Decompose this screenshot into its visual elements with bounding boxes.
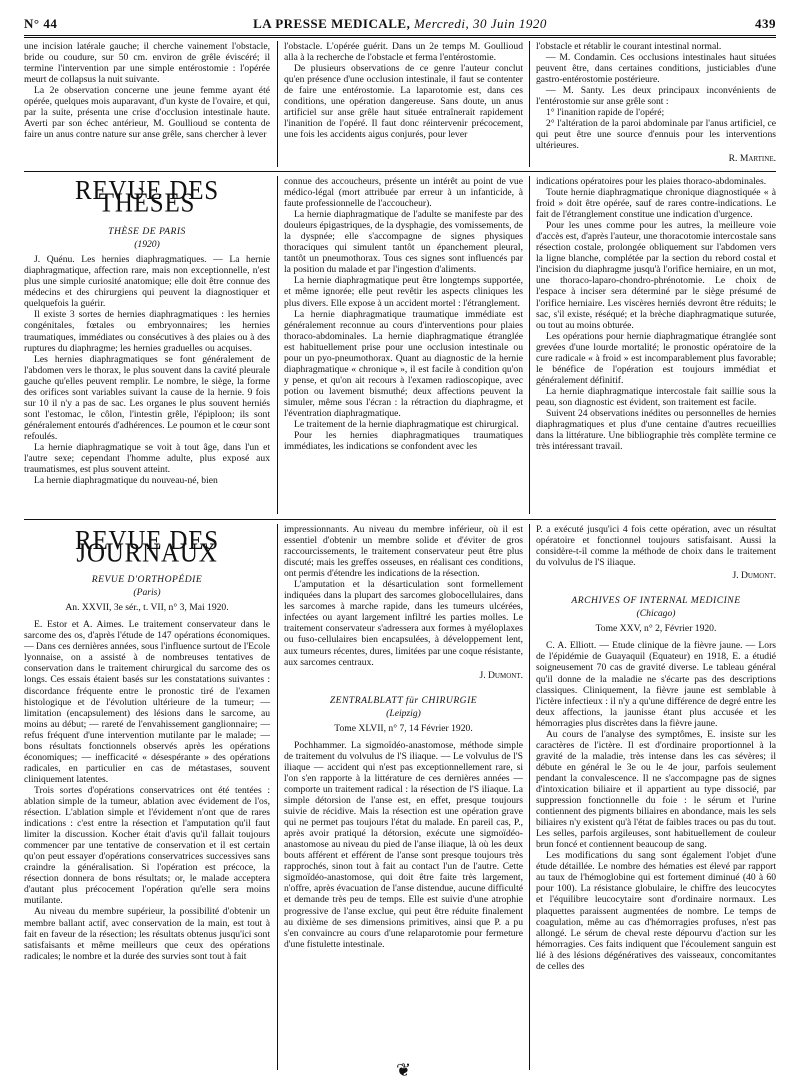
paragraph: L'amputation et la désarticulation sont formellement indiquées dans la plupart des sarcomes globocellulaires, dans les sarcomes à marche rapide, dans les tumeurs ulcérées, infectées ou ayant largement infiltré les parties molles. Le traitement conservateur s'adressera aux formes à myéloplaxes ou fuso-cellulaires bien encapsulées, à développement lent, aux tumeurs récentes, dures, limitées par une coque résistante, aux sarcomes centraux. <box>284 579 523 668</box>
journaux-header <box>24 526 270 568</box>
paragraph: La hernie diaphragmatique traumatique immédiate est généralement reconnue au cours d'interventions pour plaies thoraco-abdominales. La hernie diaphragmatique étranglée est habituellement prise pour une occlusion intestinale ou pour un pyo-pneumothorax. Quant au diagnostic de la hernie diaphragmatique « chronique », il est facile à condition qu'on y pense, et qu'on ait recours à l'examen radioscopique, avec potion ou lavement bismuthé; deux affections peuvent la simuler, même sous l'écran : la rétraction du diaphragme, et l'éventration diaphragmatique. <box>284 308 523 419</box>
top-column-1 <box>24 41 270 167</box>
column-divider <box>529 524 530 1070</box>
paragraph: La hernie diaphragmatique intercostale fait saillie sous la peau, son diagnostic est évident, son traitement est facile. <box>536 385 776 408</box>
paragraph: Trois sortes d'opérations conservatrices ont été tentées : ablation simple de la tumeur, ablation avec évidement de l'os, résection. L'ablation simple et l'évidement n'ont que de rares indications : c'est entre la résection et l'amputation qu'il faut limiter la discussion. Kocher était d'avis qu'il fallait toujours commencer par une tentative de conservation et il est certain qu'on peut essayer d'opérations conservatrices successives sans craindre la généralisation. Si l'opération est précoce, la résection donnera de bons résultats; or, le malade acceptera d'autant plus précocement l'opération qu'elle sera moins mutilante. <box>24 784 270 907</box>
paragraph: Au niveau du membre supérieur, la possibilité d'obtenir un membre ballant actif, avec conservation de la main, est tout à fait en faveur de la résection; les résultats obtenus jusqu'ici sont satisfaisants et même meilleurs que ceux des opérations radicales; le nombre et la durée des survies sont tout à fait <box>24 906 270 962</box>
subsection-place: (Leipzig) <box>386 707 421 719</box>
paragraph: Pochhammer. La sigmoïdéo-anastomose, méthode simple de traitement du volvulus de l'S iliaque. — Le volvulus de l'S iliaque — accident qui n'est pas exceptionnellement rare, si l'on s'en rapporte à la littérature de ces dernières années — comporte un traitement radical : la résection de l'S iliaque. La simple détorsion de l'anse est, en effet, presque toujours suivie de récidive. Mais la résection est une opération grave qui ne permet pas toujours l'état du malade. En pareil cas, P., après avoir pratiqué la détorsion, exécute une sigmoïdéo-anastomose au niveau du pied de l'anse iliaque, là où les deux bouts afférent et efférent de l'anse sont presque toujours très rapprochés, sinon tout à fait au contact l'un de l'autre. Cette sigmoïdéo-anastomose, qui doit être faite très largement, n'offre, après évacuation de l'anse distendue, aucune difficulté et demande très peu de temps. Elle est suivie d'une atrophie progressive de l'anse exclue, qui peut être réduite finalement au dixième de ses dimensions primitives, ainsi que P. a pu s'en convaincre au cours d'une relaparotomie pour fermeture d'une fistulette intestinale. <box>284 739 523 950</box>
column-divider <box>277 524 278 1070</box>
paragraph: Toute hernie diaphragmatique chronique diagnostiquée « à froid » doit être opérée, sauf de rares contre-indications. Le fait de l'étranglement constitue une indication d'urgence. <box>536 187 776 221</box>
page-number: 439 <box>755 16 776 31</box>
section-title: REVUE DES THÈSES <box>74 176 219 218</box>
issue-line: Tome XXV, n° 2, Février 1920. <box>595 623 717 635</box>
section-title: REVUE DES JOURNAUX <box>74 526 219 568</box>
subsection-title: ARCHIVES OF INTERNAL MEDICINE <box>571 595 741 607</box>
paragraph: Il existe 3 sortes de hernies diaphragmatiques : les hernies congénitales, fœtales ou embryonnaires; les hernies traumatiques, immédiates ou consécutives à des plaies ou à des ruptures du diaphragme; les hernies graduelles ou acquises. <box>24 309 270 354</box>
paragraph: l'obstacle. L'opérée guérit. Dans un 2e temps M. Goullioud alla à la recherche de l'obstacle et ferma l'entérostomie. <box>284 41 523 64</box>
paragraph: De plusieurs observations de ce genre l'auteur conclut qu'en présence d'une occlusion intestinale, il faut se contenter de faire une entérostomie. La laparotomie est, dans ces conditions, une opération dangereuse. Sans doute, un anus artificiel sur anse grêle haut située entraînerait rapidement l'inanition de l'opéré. Il faut donc réintervenir précocement, une fois les accidents aigus conjurés, pour lever <box>284 63 523 141</box>
paragraph: La hernie diaphragmatique de l'adulte se manifeste par des douleurs épigastriques, de la dysphagie, des vomissements, de la dyspnée; elle s'accompagne de signes physiques thoraciques qui simulent tantôt un épanchement pleural, tantôt un pneumothorax. Tous ces signes sont influencés par la position du malade et par l'ingestion d'aliments. <box>284 209 523 276</box>
theses-column-2 <box>284 176 523 514</box>
paragraph: La 2e observation concerne une jeune femme ayant été opérée, quelques mois auparavant, d'un kyste de l'ovaire, et qui, par la suite, présenta une crise d'occlusion intestinale haute. Averti par son échec antérieur, M. Goullioud se contenta de faire un anus contre nature sur anse grêle, sans chercher à lever <box>24 85 270 141</box>
page-header <box>24 16 776 34</box>
paragraph: connue des accoucheurs, présente un intérêt au point de vue médico-légal (mort attribuée par erreur à un infanticide, à faute professionnelle de l'accoucheur). <box>284 176 523 210</box>
paragraph: l'obstacle et rétablir le courant intestinal normal. <box>536 41 722 52</box>
paragraph: impressionnants. Au niveau du membre inférieur, où il est essentiel d'obtenir un membre solide et d'éviter de gros raccourcissements, le traitement conservateur peut être plus discuté; mais les greffes osseuses, en réalisant ces conditions, ont permis d'étendre les indications de la résection. <box>284 524 523 580</box>
paragraph: Pour les unes comme pour les autres, la meilleure voie d'accès est, d'après l'auteur, une thoracotomie intercostale sans résection costale, prolongée obliquement sur l'abdomen vers la ligne blanche, complétée par la section du rebord costal et l'incision du diaphragme jusqu'à l'orifice herniaire, en un mot, une thoraco-laparo-chondro-phrénotomie. Le choix de l'espace à inciser sera déterminé par le siège présumé de l'orifice herniaire. Les viscères herniés devront être réduits; le sac, s'il existe, réséqué; et la brèche diaphragmatique suturée, ou tout au moins obturée. <box>536 220 776 331</box>
paragraph: Pour les hernies diaphragmatiques traumatiques immédiates, les indications se confondent avec les <box>284 430 523 453</box>
column-divider <box>277 41 278 167</box>
header-rule <box>24 35 776 38</box>
column-divider <box>529 176 530 514</box>
journal-title <box>24 16 776 32</box>
paragraph: Les modifications du sang sont également l'objet d'une étude détaillée. Le nombre des hématies est élevé par rapport au taux de l'hémoglobine qui est fortement diminué (40 à 60 pour 100). La résistance globulaire, le chiffre des leucocytes et l'équilibre leucocytaire sont d'ordinaire normaux. Les plaquettes paraissent augmentées de nombre. Le temps de coagulation, même au cas d'hémorragies profuses, n'est pas allongé. Le sérum de cheval reste dépourvu d'action sur les hémorragies. Ces faits indiquent que l'écoulement sanguin est lié à des lésions dégénératives des vaisseaux, concomitantes de celles des <box>536 850 776 972</box>
paragraph: Les hernies diaphragmatiques se font généralement de l'abdomen vers le thorax, le plus souvent dans la cavité pleurale gauche qu'elles peuvent remplir. Le nombre, le siège, la forme des orifices sont variables suivant la cause de la hernie. 9 fois sur 10 il n'y a pas de sac. Les organes le plus souvent herniés sont l'estomac, le côlon, l'intestin grêle, l'épiploon; ils sont généralement entourés d'adhérences. Le poumon et le cœur sont refoulés. <box>24 353 270 442</box>
paragraph: indications opératoires pour les plaies thoraco-abdominales. <box>536 176 767 187</box>
subsection-place: (Paris) <box>133 587 161 599</box>
paragraph: Le traitement de la hernie diaphragmatique est chirurgical. <box>294 419 519 431</box>
subsection-title: THÈSE DE PARIS <box>108 226 186 238</box>
column-divider <box>277 176 278 514</box>
paragraph: E. Estor et A. Aimes. Le traitement conservateur dans le sarcome des os, d'après l'étude de 147 opérations économiques. — Dans ces dernières années, sous l'influence surtout de l'Ecole lyonnaise, on a assisté à de nombreuses tentatives de conservation dans le traitement chirurgical du sarcome des os longs. Ces essais étaient basés sur les constatations suivantes : discordance fréquente entre le pronostic tiré de l'examen histologique et de l'évolution ultérieure de la tumeur; — limitation (encapsulement) des lésions dans le sarcome, au moins au début; — rareté de l'envahissement ganglionnaire; — refus fréquent d'une intervention mutilante par le malade; — bons résultats fonctionnels observés après les opérations économiques; — inefficacité « désespérante » des opérations radicales, en particulier en cas de métastases, souvent cliniquement latentes. <box>24 619 270 785</box>
paragraph: La hernie diaphragmatique du nouveau-né, bien <box>34 475 218 487</box>
journal-name: LA PRESSE MEDICALE, <box>253 16 411 31</box>
theses-column-1 <box>24 176 270 514</box>
paragraph: La hernie diaphragmatique peut être longtemps supportée, et même ignorée; elle peut revêtir les aspects cliniques les plus divers. Elle expose à un accident mortel : l'étranglement. <box>284 275 523 309</box>
top-column-2 <box>284 41 523 167</box>
subsection-title: REVUE D'ORTHOPÉDIE <box>91 574 203 586</box>
paragraph: P. a exécuté jusqu'ici 4 fois cette opération, avec un résultat opératoire et fonctionnel toujours satisfaisant. Aussi la considère-t-il comme la méthode de choix dans le traitement du volvulus de l'S iliaque. <box>536 524 776 569</box>
paragraph: La hernie diaphragmatique se voit à tout âge, dans l'un et l'autre sexe; cependant l'homme adulte, plus exposé aux traumatismes, est plus souvent atteint. <box>24 441 270 476</box>
theses-header <box>24 176 270 218</box>
paragraph: 2° l'altération de la paroi abdominale par l'anus artificiel, ce qui peut être une source d'ennuis pour les interventions ultérieures. <box>536 118 776 152</box>
section-rule <box>24 171 776 172</box>
journaux-column-3 <box>536 524 776 1070</box>
section-rule <box>24 519 776 520</box>
signature: J. Dumont. <box>732 570 776 582</box>
journaux-column-1 <box>24 524 270 1070</box>
journaux-column-2 <box>284 524 523 1054</box>
paragraph: J. Quénu. Les hernies diaphragmatiques. — La hernie diaphragmatique, affection rare, mais non exceptionnelle, n'est plus une simple curiosité anatomique; elle doit être connue des médecins et des chirurgiens qui peuvent la diagnostiquer et quelquefois la guérir. <box>24 254 270 310</box>
theses-column-3 <box>536 176 776 514</box>
issue-line: An. XXVII, 3e sér., t. VII, n° 3, Mai 1920. <box>65 602 229 614</box>
paragraph: — M. Santy. Les deux principaux inconvénients de l'entérostomie sur anse grêle sont : <box>536 85 776 108</box>
issue-number: N° 44 <box>24 16 58 31</box>
subsection-title: ZENTRALBLATT für CHIRURGIE <box>329 694 478 706</box>
column-divider <box>529 41 530 167</box>
paragraph: Suivent 24 observations inédites ou personnelles de hernies diaphragmatiques et plus d'une centaine d'autres recueillies dans la littérature. Une bibliographie très complète termine ce très intéressant travail. <box>536 407 776 453</box>
top-column-3 <box>536 41 776 167</box>
signature: J. Dumont. <box>479 669 523 681</box>
issue-date: Mercredi, 30 Juin 1920 <box>414 16 547 31</box>
ornament-icon: ❦ <box>395 1060 412 1080</box>
paragraph: Les opérations pour hernie diaphragmatique étranglée sont grevées d'une lourde mortalité; le pronostic opératoire de la cure radicale « à froid » est incomparablement plus favorable; le bénéfice de l'opération est toujours immédiat et généralement définitif. <box>536 330 776 386</box>
paragraph: — M. Condamin. Ces occlusions intestinales haut situées peuvent être, dans certaines conditions, justiciables d'une gastro-entérostomie postérieure. <box>536 52 776 86</box>
paragraph: 1° l'inanition rapide de l'opéré; <box>546 107 665 119</box>
paragraph: une incision latérale gauche; il cherche vainement l'obstacle, bride ou coudure, sur 50 cm. environ de grêle éviscéré; il termine l'intervention par une simple entérostomie : l'opérée meurt de collapsus la nuit suivante. <box>24 41 270 86</box>
subsection-year: (1920) <box>134 239 160 251</box>
paragraph: Au cours de l'analyse des symptômes, E. insiste sur les caractères de l'ictère. Il est d'ordinaire proportionnel à la gravité de la maladie, très intense dans les cas sévères; il débute en général le 3e ou le 4e jour, parfois seulement pendant la convalescence. Il ne s'accompagne pas de signes d'intoxication biliaire et il appartient au type dissocié, par suppression fonctionnelle du foie : le sérum et l'urine contiennent des pigments biliaires en abondance, mais les sels biliaires n'y existent qu'à l'état de faibles traces ou pas du tout. Les selles, parfois argileuses, sont habituellement de couleur brun foncé et contiennent beaucoup de sang. <box>536 728 776 851</box>
issue-line: Tome XLVII, n° 7, 14 Février 1920. <box>334 722 473 734</box>
paragraph: C. A. Elliott. — Etude clinique de la fièvre jaune. — Lors de l'épidémie de Guayaquil (Equateur) en 1918, E. a étudié soigneusement 70 cas de gravité diverse. Le tableau général qu'il donne de la maladie ne s'écarte pas des descriptions classiques. Cliniquement, la fièvre jaune est semblable à l'ictère infectieux : il n'y a qu'une différence de degré entre les deux affections, la jaunisse étant plus accusée et les hémorragies plus discrètes dans la fièvre jaune. <box>536 640 776 729</box>
subsection-place: (Chicago) <box>636 608 676 620</box>
signature: R. Martine. <box>728 153 776 165</box>
